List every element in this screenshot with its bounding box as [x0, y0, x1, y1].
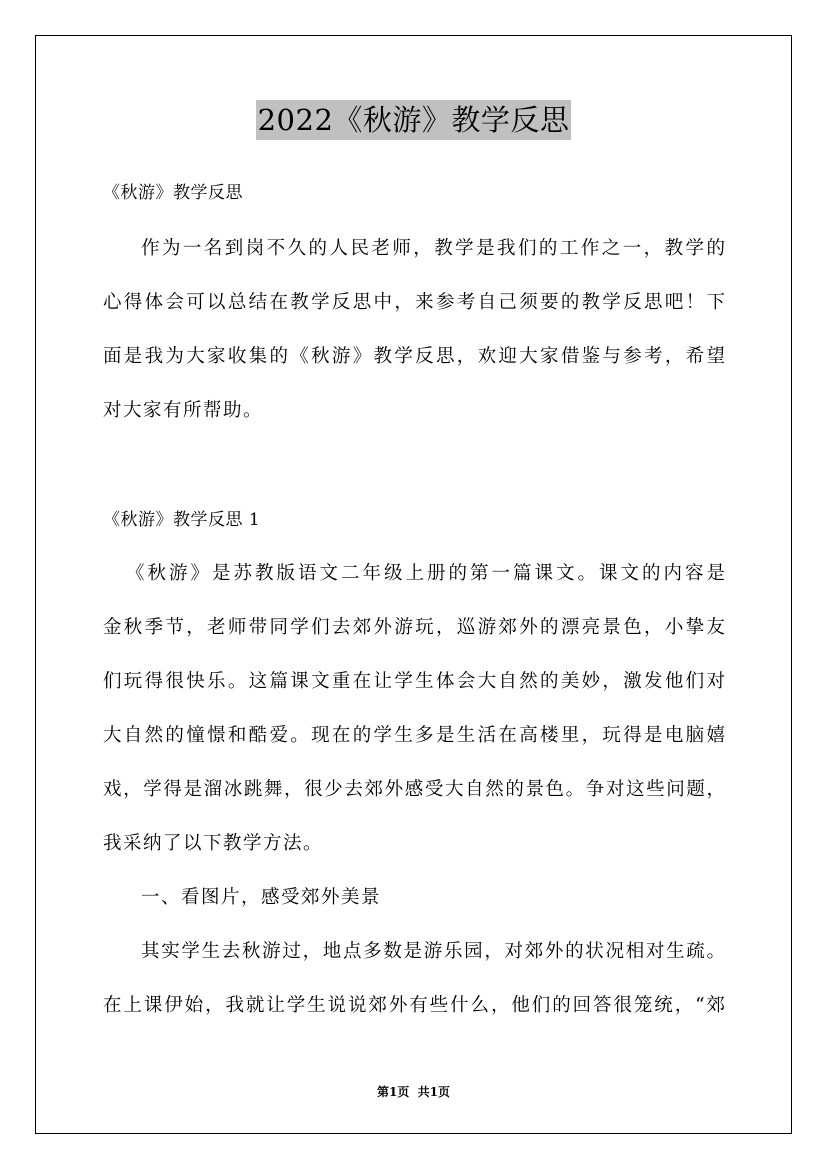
- document-subtitle: 《秋游》教学反思: [103, 183, 243, 203]
- section-line-4: 大自然的憧憬和酷爱。现在的学生多是生活在高楼里，玩得是电脑嬉: [103, 725, 725, 746]
- section-line-5: 戏，学得是溜冰跳舞，很少去郊外感受大自然的景色。争对这些问题，: [103, 779, 725, 800]
- section-line-1: 《秋游》是苏教版语文二年级上册的第一篇课文。课文的内容是: [126, 563, 725, 584]
- footer-suffix: 页: [438, 1085, 451, 1099]
- page-footer: [0, 1084, 827, 1100]
- section-line-6: 我采纳了以下教学方法。: [103, 833, 324, 854]
- document-title: 2022《秋游》教学反思: [256, 100, 572, 140]
- section-line-3: 们玩得很快乐。这篇课文重在让学生体会大自然的美妙，激发他们对: [103, 671, 725, 692]
- section-line-2: 金秋季节，老师带同学们去郊外游玩，巡游郊外的漂亮景色，小挚友: [103, 617, 725, 638]
- intro-line-4: 对大家有所帮助。: [103, 400, 264, 421]
- footer-page-current: 1: [388, 1085, 398, 1099]
- point-one-heading: 一、看图片，感受郊外美景: [141, 887, 382, 908]
- footer-prefix: 第: [376, 1085, 389, 1099]
- title-container: [0, 100, 827, 140]
- footer-page-total: 1: [429, 1085, 439, 1099]
- intro-line-3: 面是我为大家收集的《秋游》教学反思，欢迎大家借鉴与参考，希望: [103, 346, 725, 367]
- point-one-line-1: 其实学生去秋游过，地点多数是游乐园，对郊外的状况相对生疏。: [141, 941, 725, 962]
- footer-mid: 页 共: [397, 1085, 430, 1099]
- intro-line-1: 作为一名到岗不久的人民老师，教学是我们的工作之一，教学的: [141, 238, 725, 259]
- intro-line-2: 心得体会可以总结在教学反思中，来参考自己须要的教学反思吧！下: [103, 292, 725, 313]
- point-one-line-2: 在上课伊始，我就让学生说说郊外有些什么，他们的回答很笼统，“郊: [103, 995, 725, 1016]
- section-heading: 《秋游》教学反思 1: [103, 510, 261, 530]
